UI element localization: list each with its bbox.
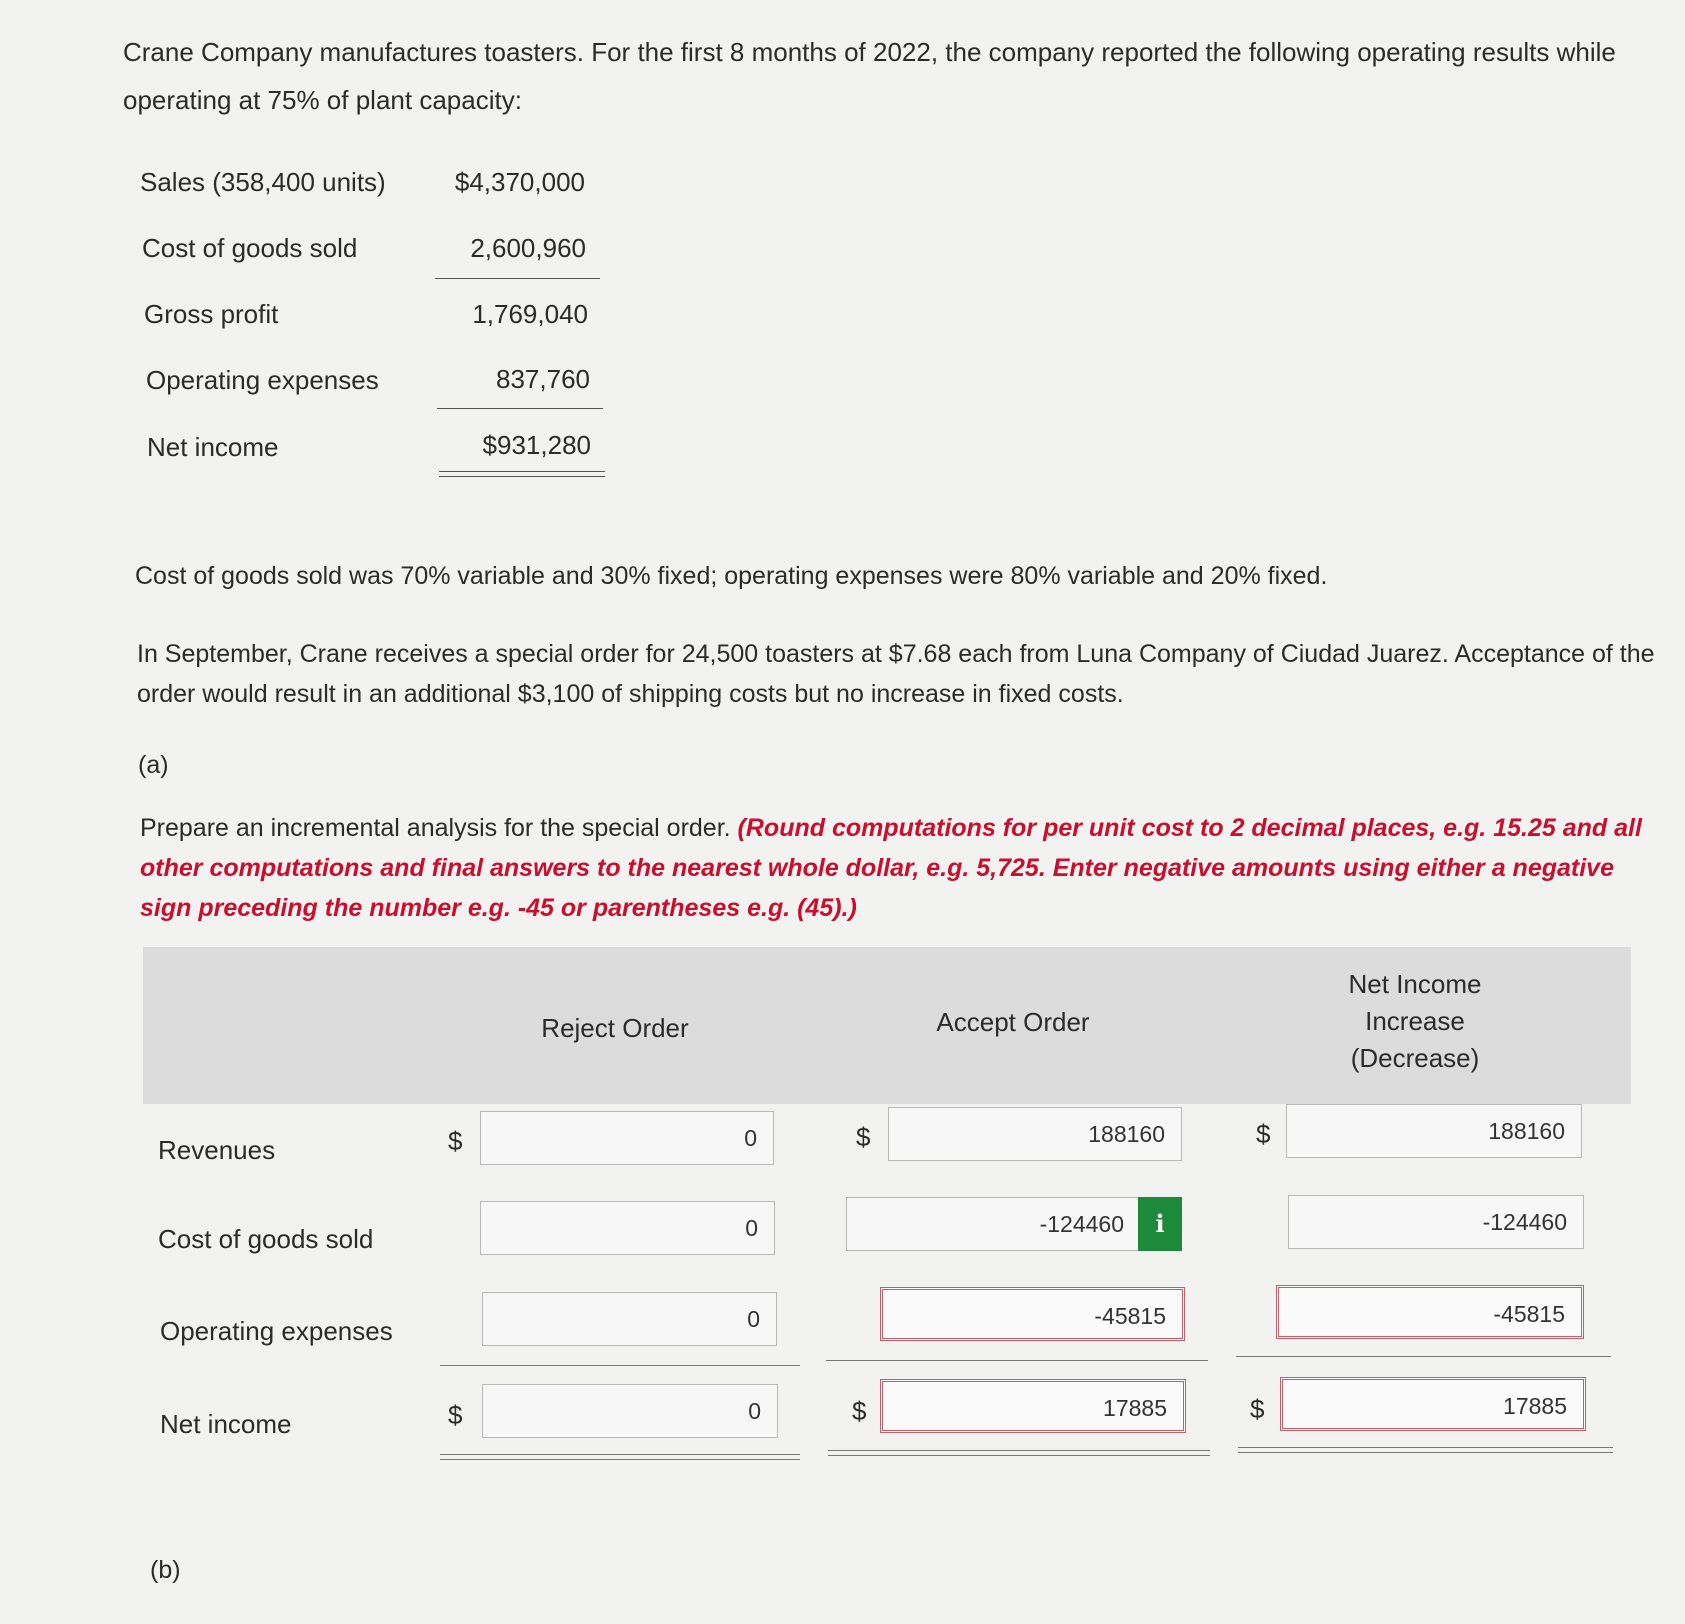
total-rule-net <box>1238 1447 1613 1448</box>
revenues-net-input[interactable]: 188160 <box>1286 1104 1582 1158</box>
header-net-income-line2: Increase <box>1365 1006 1465 1036</box>
cogs-net-input[interactable]: -124460 <box>1288 1195 1584 1249</box>
instructions <box>140 808 1670 928</box>
statement-label-net-income: Net income <box>147 432 279 462</box>
cost-behavior-text: Cost of goods sold was 70% variable and 30% fixed; operating expenses were 80% variable and 20% fixed. <box>135 562 1328 590</box>
info-icon[interactable]: i <box>1138 1197 1182 1251</box>
row-label-cogs: Cost of goods sold <box>158 1224 374 1254</box>
total-rule-accept <box>828 1455 1210 1456</box>
total-rule-net <box>1238 1452 1613 1453</box>
currency-symbol: $ <box>852 1396 867 1426</box>
part-a-label: (a) <box>138 751 169 779</box>
special-order-text: In September, Crane receives a special order for 24,500 toasters at $7.68 each from Luna Company of Ciudad Juarez. Acceptance of the order would result in an additional $3,100 of shipping costs but no increase in fixed costs. <box>137 640 1655 708</box>
net-income-accept-input[interactable]: 17885 <box>880 1379 1186 1433</box>
instructions-plain: Prepare an incremental analysis for the special order. <box>140 814 738 842</box>
statement-value-sales: $4,370,000 <box>454 167 585 197</box>
currency-symbol: $ <box>856 1122 871 1152</box>
statement-total-rule <box>439 476 605 477</box>
problem-intro: Crane Company manufactures toasters. For the first 8 months of 2022, the company reported the following operating results while operating at 75% of plant capacity: <box>123 37 1616 115</box>
opex-reject-input[interactable]: 0 <box>482 1292 777 1346</box>
currency-symbol: $ <box>1256 1119 1271 1149</box>
subtotal-rule-accept <box>826 1360 1208 1361</box>
total-rule-accept <box>828 1450 1210 1451</box>
row-label-revenues: Revenues <box>158 1135 276 1165</box>
row-label-net-income: Net income <box>160 1409 292 1439</box>
statement-total-rule <box>439 471 605 472</box>
subtotal-rule-net <box>1236 1356 1611 1357</box>
statement-subtotal-rule <box>435 278 600 279</box>
subtotal-rule-reject <box>440 1365 800 1366</box>
statement-value-cogs: 2,600,960 <box>470 233 586 263</box>
total-rule-reject <box>440 1459 800 1460</box>
statement-subtotal-rule <box>437 408 603 409</box>
statement-label-sales: Sales (358,400 units) <box>140 167 386 197</box>
revenues-reject-input[interactable]: 0 <box>480 1111 774 1165</box>
cogs-reject-input[interactable]: 0 <box>480 1201 775 1255</box>
header-accept-order: Accept Order <box>936 1007 1090 1037</box>
statement-value-opex: 837,760 <box>496 364 590 394</box>
header-reject-order: Reject Order <box>541 1013 689 1043</box>
cogs-accept-input[interactable]: -124460 <box>846 1197 1141 1251</box>
currency-symbol: $ <box>1250 1394 1265 1424</box>
net-income-reject-input[interactable]: 0 <box>482 1384 778 1438</box>
header-net-income-line1: Net Income <box>1348 969 1482 999</box>
opex-accept-input[interactable]: -45815 <box>880 1287 1185 1341</box>
row-label-opex: Operating expenses <box>160 1316 393 1346</box>
part-b-label: (b) <box>150 1556 181 1584</box>
statement-value-net-income: $931,280 <box>482 430 591 460</box>
opex-net-input[interactable]: -45815 <box>1276 1285 1584 1339</box>
net-income-net-input[interactable]: 17885 <box>1280 1377 1586 1431</box>
header-net-income-line3: (Decrease) <box>1350 1043 1480 1073</box>
statement-label-gross-profit: Gross profit <box>144 299 279 329</box>
statement-label-cogs: Cost of goods sold <box>142 233 358 263</box>
revenues-accept-input[interactable]: 188160 <box>888 1107 1182 1161</box>
currency-symbol: $ <box>448 1400 463 1430</box>
statement-label-opex: Operating expenses <box>146 365 379 395</box>
instructions-rounding-note: (Round computations for per unit cost to 2 decimal places, e.g. 15.25 and all other computations and final answers to the nearest whole dollar, e.g. 5,725. Enter negative amounts using either a negative sign preceding the number e.g. -45 or parentheses e.g. (45).) <box>140 814 1642 922</box>
total-rule-reject <box>440 1454 800 1455</box>
currency-symbol: $ <box>448 1126 463 1156</box>
statement-value-gross-profit: 1,769,040 <box>472 299 588 329</box>
